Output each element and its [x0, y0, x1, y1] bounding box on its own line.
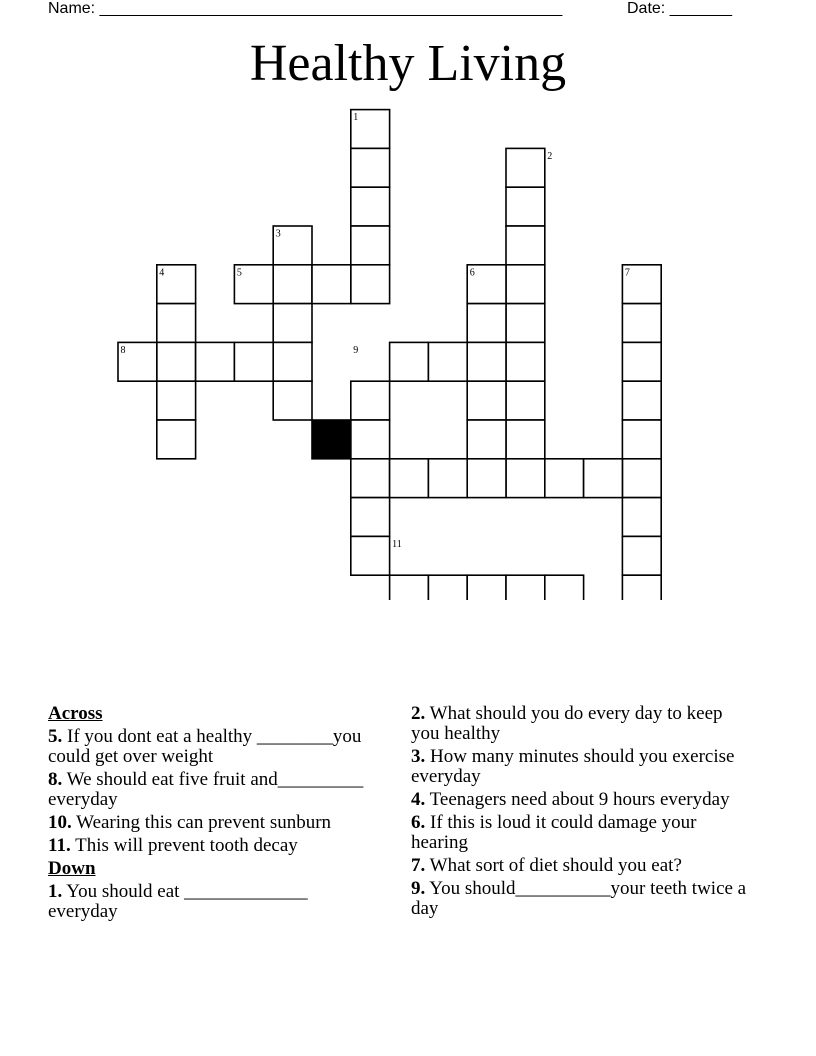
clue-text: This will prevent tooth decay	[70, 835, 298, 856]
across-heading: Across	[48, 703, 103, 724]
clue-number-label: 11	[392, 538, 402, 550]
clues-right-column	[411, 704, 751, 922]
grid-cell[interactable]	[351, 420, 390, 459]
grid-cell[interactable]	[428, 575, 467, 600]
clue-text: We should eat five fruit and_________ everyday	[48, 769, 364, 810]
grid-cell[interactable]	[273, 381, 312, 420]
clue-number: 6.	[411, 812, 426, 833]
clue-item	[411, 856, 751, 876]
clue-item	[411, 704, 751, 744]
grid-cell[interactable]	[622, 498, 661, 537]
grid-cell[interactable]	[196, 342, 235, 381]
clue-text: You should__________your teeth twice a day	[411, 878, 747, 919]
clue-text: Wearing this can prevent sunburn	[71, 812, 332, 833]
clue-number-label: 7	[624, 267, 630, 279]
clue-text: If you dont eat a healthy ________you could get over weight	[48, 726, 362, 767]
grid-cell[interactable]	[467, 420, 506, 459]
grid-cell[interactable]	[157, 420, 196, 459]
grid-cell[interactable]	[506, 575, 545, 600]
grid-cell[interactable]	[467, 381, 506, 420]
grid-cell[interactable]	[622, 575, 661, 600]
grid-cell[interactable]	[273, 304, 312, 343]
clue-item	[411, 747, 751, 787]
clue-number-label: 1	[353, 112, 359, 124]
grid-cell[interactable]	[467, 575, 506, 600]
clue-text: If this is loud it could damage your hearing	[411, 812, 697, 853]
clue-item	[48, 882, 378, 922]
clue-item	[411, 790, 751, 810]
grid-cell[interactable]	[622, 381, 661, 420]
grid-cell[interactable]	[467, 342, 506, 381]
down-clue-list-right	[411, 704, 751, 919]
grid-cell[interactable]	[622, 536, 661, 575]
grid-cell[interactable]	[428, 342, 467, 381]
grid-cell[interactable]	[506, 226, 545, 265]
clue-text: How many minutes should you exercise everyday	[411, 746, 735, 787]
clue-text: What sort of diet should you eat?	[425, 855, 682, 876]
clue-number: 7.	[411, 855, 426, 876]
grid-cell[interactable]	[506, 420, 545, 459]
clue-number: 4.	[411, 789, 426, 810]
grid-cell[interactable]	[234, 342, 273, 381]
clue-number-label: 5	[236, 267, 242, 279]
grid-cell[interactable]	[622, 459, 661, 498]
clue-number: 8.	[48, 769, 63, 790]
name-line[interactable]: Name: ____________________________________________________	[48, 0, 563, 17]
clue-item	[48, 727, 378, 767]
grid-cell[interactable]	[273, 265, 312, 304]
grid-cell[interactable]	[622, 420, 661, 459]
grid-cell[interactable]	[506, 187, 545, 226]
clue-number-label: 6	[469, 267, 475, 279]
clue-number: 10.	[48, 812, 72, 833]
clue-text: What should you do every day to keep you healthy	[411, 703, 723, 744]
grid-cell[interactable]	[351, 381, 390, 420]
down-heading: Down	[48, 858, 96, 879]
grid-cell[interactable]	[351, 536, 390, 575]
grid-cell[interactable]	[351, 226, 390, 265]
clue-number-label: 9	[353, 344, 359, 356]
clue-number: 3.	[411, 746, 426, 767]
grid-cell[interactable]	[506, 148, 545, 187]
grid-cell[interactable]	[545, 575, 584, 600]
across-clue-list	[48, 727, 378, 856]
grid-cell[interactable]	[351, 148, 390, 187]
clue-number: 11.	[48, 835, 71, 856]
page-title: Healthy Living	[249, 35, 567, 92]
grid-cell[interactable]	[545, 459, 584, 498]
clue-number: 9.	[411, 878, 426, 899]
clue-text: You should eat _____________ everyday	[48, 881, 308, 922]
date-line[interactable]: Date: _______	[627, 0, 732, 17]
grid-cell[interactable]	[390, 459, 429, 498]
grid-cell[interactable]	[506, 342, 545, 381]
grid-cell[interactable]	[351, 459, 390, 498]
grid-cell[interactable]	[351, 265, 390, 304]
clue-item	[48, 813, 378, 833]
clue-number-label: 4	[159, 267, 165, 279]
clue-number: 1.	[48, 881, 63, 902]
clue-item	[411, 879, 751, 919]
grid-cell[interactable]	[273, 342, 312, 381]
clue-text: Teenagers need about 9 hours everyday	[425, 789, 730, 810]
clue-number-label: 3	[275, 228, 281, 240]
grid-cell[interactable]	[390, 342, 429, 381]
grid-cell[interactable]	[312, 265, 351, 304]
clue-number-label: 8	[120, 344, 126, 356]
grid-cell[interactable]	[584, 459, 623, 498]
grid-cell[interactable]	[622, 342, 661, 381]
clue-item	[48, 836, 378, 856]
grid-cell[interactable]	[467, 304, 506, 343]
clue-number-label: 2	[547, 150, 553, 162]
clue-item	[411, 813, 751, 853]
grid-cell[interactable]	[351, 498, 390, 537]
grid-cell[interactable]	[506, 304, 545, 343]
grid-cell[interactable]	[351, 187, 390, 226]
grid-cell[interactable]	[506, 265, 545, 304]
clue-number: 2.	[411, 703, 426, 724]
grid-cell[interactable]	[428, 459, 467, 498]
clue-number-label: 10	[314, 422, 325, 434]
grid-cell[interactable]	[622, 304, 661, 343]
grid-cell[interactable]	[157, 381, 196, 420]
grid-cell[interactable]	[390, 575, 429, 600]
clue-item	[48, 770, 378, 810]
grid-cell[interactable]	[506, 381, 545, 420]
clues-left-column	[48, 704, 378, 925]
grid-cell[interactable]	[157, 304, 196, 343]
down-clue-list-left	[48, 882, 378, 922]
grid-cell[interactable]	[157, 342, 196, 381]
grid-cell[interactable]	[467, 459, 506, 498]
clue-number: 5.	[48, 726, 63, 747]
grid-cell[interactable]	[506, 459, 545, 498]
